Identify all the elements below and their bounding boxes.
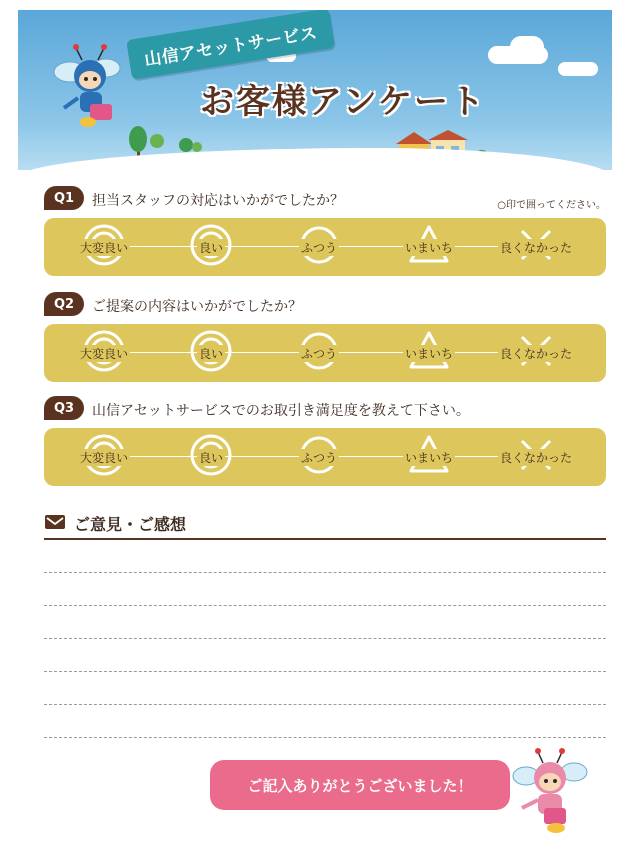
rating-option-label: 良くなかった — [499, 346, 572, 361]
bee-mascot-icon — [48, 38, 128, 138]
thank-you-banner — [210, 760, 510, 810]
instruction-note: ○印で囲ってください。 — [497, 200, 606, 211]
thank-you-text: ご記入ありがとうございました！ — [247, 776, 473, 795]
rating-option[interactable] — [163, 428, 259, 486]
bee-girl-mascot-icon — [510, 746, 590, 838]
rating-option[interactable] — [163, 218, 259, 276]
tree — [179, 138, 193, 152]
rating-option-label: いまいち — [404, 240, 453, 255]
rating-scale — [44, 428, 606, 486]
company-name: 山信アセットサービス — [142, 22, 319, 71]
question-header — [44, 188, 606, 212]
rating-option-label: 大変良い — [79, 240, 128, 255]
rating-option[interactable] — [271, 218, 367, 276]
rating-scale — [44, 218, 606, 276]
comment-writing-line[interactable] — [44, 737, 606, 738]
rating-option-label: 良い — [198, 346, 223, 361]
rating-option[interactable] — [488, 218, 584, 276]
rating-option[interactable] — [381, 428, 477, 486]
rating-option[interactable] — [56, 324, 152, 382]
question-text: ご提案の内容はいかがでしたか？ — [92, 299, 302, 315]
question-block — [44, 398, 606, 486]
rating-option-label: 大変良い — [79, 346, 128, 361]
rating-option-label: 大変良い — [79, 450, 128, 465]
cloud — [510, 36, 544, 58]
rating-scale — [44, 324, 606, 382]
rating-option[interactable] — [488, 428, 584, 486]
rating-option[interactable] — [271, 324, 367, 382]
company-name-banner — [126, 10, 335, 80]
rating-option-label: ふつう — [300, 346, 337, 361]
comment-writing-line[interactable] — [44, 671, 606, 672]
rating-option-label: いまいち — [404, 346, 453, 361]
mail-icon — [44, 514, 66, 530]
rating-option-label: ふつう — [300, 240, 337, 255]
cloud — [558, 62, 598, 76]
rating-option[interactable] — [488, 324, 584, 382]
comment-writing-line[interactable] — [44, 605, 606, 606]
question-number-badge: Q1 — [44, 186, 84, 210]
rating-option[interactable] — [271, 428, 367, 486]
rating-option[interactable] — [56, 218, 152, 276]
rating-option-label: ふつう — [300, 450, 337, 465]
rating-option[interactable] — [381, 218, 477, 276]
ground — [18, 148, 612, 170]
header-banner — [18, 10, 612, 170]
rating-option-label: 良い — [198, 450, 223, 465]
question-block — [44, 294, 606, 382]
comment-title: ご意見・ご感想 — [74, 515, 187, 534]
question-text: 担当スタッフの対応はいかがでしたか？ — [92, 193, 344, 209]
tree — [129, 126, 147, 152]
tree — [150, 134, 164, 148]
comment-section-header — [44, 510, 606, 540]
tree — [192, 142, 202, 152]
comment-writing-line[interactable] — [44, 638, 606, 639]
survey-sheet — [18, 10, 612, 846]
question-block — [44, 188, 606, 276]
question-number-badge: Q3 — [44, 396, 84, 420]
question-header — [44, 294, 606, 318]
rating-option[interactable] — [56, 428, 152, 486]
question-header — [44, 398, 606, 422]
rating-option-label: いまいち — [404, 450, 453, 465]
rating-option-label: 良くなかった — [499, 240, 572, 255]
comment-writing-line[interactable] — [44, 572, 606, 573]
rating-option[interactable] — [381, 324, 477, 382]
question-number-badge: Q2 — [44, 292, 84, 316]
question-text: 山信アセットサービスでのお取引き満足度を教えて下さい。 — [92, 403, 470, 419]
rating-option-label: 良くなかった — [499, 450, 572, 465]
rating-option[interactable] — [163, 324, 259, 382]
rating-option-label: 良い — [198, 240, 223, 255]
page-title: お客様アンケート — [200, 82, 486, 122]
comment-writing-line[interactable] — [44, 704, 606, 705]
